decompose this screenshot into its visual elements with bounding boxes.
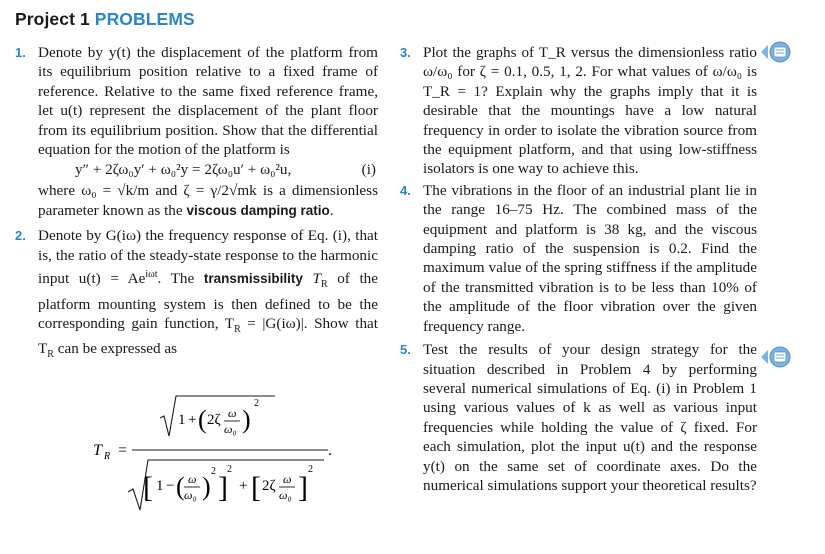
exponent: iωt	[145, 269, 158, 281]
problem-text-d: of the platform mounting system is then defined to be the corresponding gain function, T	[38, 270, 379, 332]
problem-text: Test the results of your design strategy for the situation described in Problem 4 by performing several numerical simulations of Eq. (i) in Problem 1 using various values of k as well as various input frequencies while holding the value of ζ fixed. For each simulation, plot the input u(t) and the response y(t) on the same set of coordinate axes. Do the numerical simulations support your theoretical results?	[423, 341, 757, 494]
den-exp-outer: 2	[227, 464, 232, 475]
problem-text-f: can be expressed as	[57, 340, 178, 358]
problem-number: 1.	[15, 45, 26, 60]
transmissibility-formula	[38, 390, 338, 515]
problem-number: 2.	[15, 228, 26, 244]
problem-3	[400, 43, 757, 179]
subscript: R	[320, 279, 328, 291]
problem-1	[15, 43, 378, 159]
den-rbracket-2: ]	[298, 471, 308, 504]
num-omega: ω	[228, 406, 237, 420]
den-exp-inner: 2	[211, 466, 216, 477]
page-title	[15, 9, 195, 30]
problem-number: 5.	[400, 342, 411, 358]
num-rparen: )	[242, 405, 251, 434]
den-lbracket-2: [	[251, 471, 261, 504]
bold-term: viscous damping ratio	[186, 202, 330, 218]
formula-lhs: T	[93, 442, 102, 459]
num-lparen: (	[198, 405, 207, 434]
problem-text: Denote by y(t) the displacement of the platform from its equilibrium position relative to a fixed frame of reference. Relative to the same fixed reference frame, let u(t) represent the displacement of the plant floor from its equilibrium position. Show that the differential equation for the motion of the platform is	[38, 44, 378, 159]
formula-lhs-sub: R	[104, 451, 111, 462]
equation: y″ + 2ζω₀y′ + ω₀²y = 2ζω₀u′ + ω₀²u,	[75, 161, 292, 179]
den-omega: ω	[188, 472, 197, 486]
problem-number: 3.	[400, 45, 411, 60]
formula-period: .	[328, 442, 332, 459]
num-plus: +	[188, 412, 197, 428]
problem-1-where	[15, 181, 378, 220]
den-lparen: (	[176, 472, 185, 501]
problem-text-e: = |G(iω)|. Show that T	[38, 314, 379, 358]
den-one: 1	[156, 478, 164, 494]
equation-i	[15, 159, 378, 181]
problem-text: Plot the graphs of T_R versus the dimensionless ratio ω/ω₀ for ζ = 0.1, 0.5, 1, 2. For what values of ω/ω₀ is T_R = 1? Explain why the graphs imply that it is desirable that the mountings have a low natural frequency in order to isolate the vibration source from the equipment platform, and that using low-stiffness isolators is one way to achieve this.	[423, 44, 757, 178]
subscript: R	[47, 349, 54, 361]
problem-text-a: Denote by G(iω) the frequency response of Eq. (i), that is, the ratio of the steady-state response to the harmonic input u(t) = Ae	[38, 227, 378, 288]
num-2zeta: 2ζ	[207, 412, 221, 428]
problem-text: The vibrations in the floor of an industrial plant lie in the range 16–75 Hz. The combined mass of the equipment and platform is 38 kg, and the viscous damping ratio of the suspension is 0.2. Find the maximum value of the spring stiffness if the amplitude of the transmitted vibration is to be less than 10% of the amplitude of the floor vibration over the given frequency range.	[423, 181, 757, 335]
problem-number: 4.	[400, 182, 411, 198]
problem-text-b: . The	[157, 270, 195, 288]
problem-4	[400, 181, 757, 336]
num-exp: 2	[254, 398, 259, 409]
den-minus: −	[166, 478, 175, 494]
den-exp-2: 2	[308, 464, 313, 475]
right-column	[400, 43, 757, 495]
den-2zeta: 2ζ	[262, 478, 276, 494]
left-column	[15, 43, 378, 365]
den-omega0: ω₀	[184, 488, 197, 502]
symbol-T: T	[312, 270, 321, 288]
den-plus: +	[239, 478, 248, 494]
num-one: 1	[178, 412, 186, 428]
bold-term: transmissibility	[203, 271, 303, 287]
where-text: where ω₀ = √k/m and ζ = γ/2√mk is a dimensionless parameter known as the	[38, 182, 378, 219]
title-accent: PROBLEMS	[94, 9, 195, 29]
problem-5	[400, 340, 757, 495]
title-prefix: Project 1	[15, 9, 90, 29]
den-rparen: )	[202, 472, 211, 501]
den-omega0-2: ω₀	[279, 488, 292, 502]
den-lbracket: [	[143, 471, 153, 504]
den-omega-2: ω	[283, 472, 292, 486]
period: .	[329, 201, 334, 219]
den-rbracket: ]	[218, 471, 228, 504]
problem-2	[15, 226, 378, 365]
subscript: R	[234, 324, 241, 335]
formula-svg	[38, 390, 338, 515]
cd-icon	[760, 41, 794, 63]
equation-tag: (i)	[361, 161, 376, 179]
formula-equals: =	[118, 442, 128, 459]
num-omega0: ω₀	[224, 422, 237, 436]
cd-icon	[760, 346, 794, 368]
